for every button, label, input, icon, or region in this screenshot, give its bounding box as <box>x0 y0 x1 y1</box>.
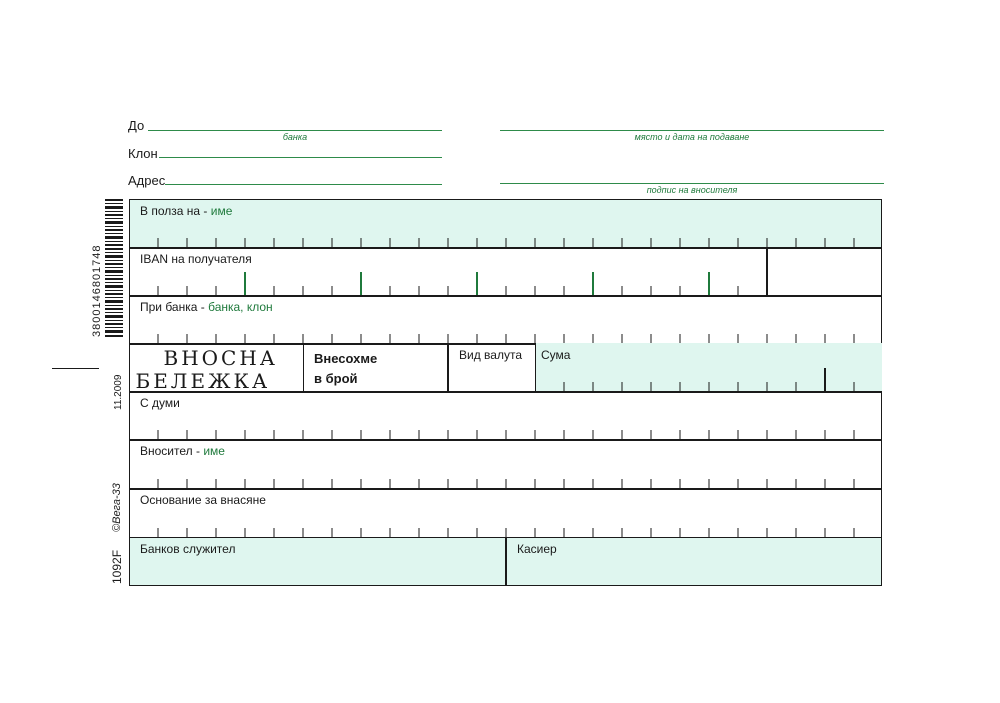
depositor-label <box>140 444 225 458</box>
iban-label: IBAN на получателя <box>140 252 252 266</box>
barcode-graphic <box>105 199 123 339</box>
address-field[interactable] <box>165 184 442 185</box>
deposited-cash-label <box>314 349 377 389</box>
deposited-line2: в брой <box>314 371 358 386</box>
depositor-label-text: Вносител - <box>140 444 204 458</box>
reason-char-ticks <box>130 524 880 538</box>
signatures-row <box>129 537 882 586</box>
iban-row[interactable] <box>129 247 882 297</box>
deposited-line1: Внесохме <box>314 351 378 366</box>
amount-field[interactable] <box>535 343 882 392</box>
place-date-caption: място и дата на подаване <box>634 132 750 142</box>
barcode <box>105 199 123 339</box>
to-bank-field[interactable] <box>148 130 442 131</box>
bank-caption: банка <box>282 132 308 142</box>
form-code: 1092F <box>110 549 124 584</box>
amount-char-ticks <box>536 366 881 392</box>
in-words-char-ticks <box>130 426 880 440</box>
branch-field[interactable] <box>159 157 442 158</box>
beneficiary-row[interactable] <box>129 199 882 249</box>
cashier-label: Касиер <box>517 542 557 556</box>
depositor-hint: име <box>203 444 225 458</box>
print-date: 11.2009 <box>113 374 124 410</box>
iban-char-ticks <box>130 270 880 296</box>
bank-officer-field[interactable] <box>130 538 505 584</box>
barcode-number: 3800146801748 <box>91 244 103 337</box>
beneficiary-char-ticks <box>130 234 880 248</box>
depositor-signature-field[interactable] <box>500 183 884 184</box>
in-words-label: С думи <box>140 396 180 410</box>
depositor-row[interactable] <box>129 439 882 490</box>
bank-hint: банка, клон <box>208 300 273 314</box>
depositor-signature-caption: подпис на вносителя <box>646 185 738 195</box>
currency-field[interactable] <box>448 343 536 392</box>
form-title-box <box>129 343 304 393</box>
reason-label: Основание за внасяне <box>140 493 266 507</box>
bank-officer-label: Банков служител <box>140 542 236 556</box>
cashier-field[interactable] <box>507 538 880 584</box>
beneficiary-label-text: В полза на - <box>140 204 211 218</box>
amount-label: Сума <box>541 348 571 362</box>
bank-row[interactable] <box>129 295 882 345</box>
beneficiary-hint: име <box>210 204 233 218</box>
reason-row[interactable] <box>129 488 882 539</box>
to-label: До <box>128 118 145 133</box>
depositor-char-ticks <box>130 475 880 489</box>
place-date-field[interactable] <box>500 130 884 131</box>
branch-label: Клон <box>128 146 158 161</box>
form-title-line1: ВНОСНА <box>163 345 278 370</box>
publisher-mark: ©Вега-33 <box>111 483 123 532</box>
address-label: Адрес <box>128 173 166 188</box>
fold-mark <box>52 368 99 369</box>
amount-row <box>129 343 882 393</box>
beneficiary-label <box>140 204 232 218</box>
form-title-line2: БЕЛЕЖКА <box>135 368 271 393</box>
bank-label-text: При банка - <box>140 300 209 314</box>
currency-label: Вид валута <box>459 348 522 362</box>
in-words-row[interactable] <box>129 391 882 441</box>
bank-label <box>140 300 273 314</box>
